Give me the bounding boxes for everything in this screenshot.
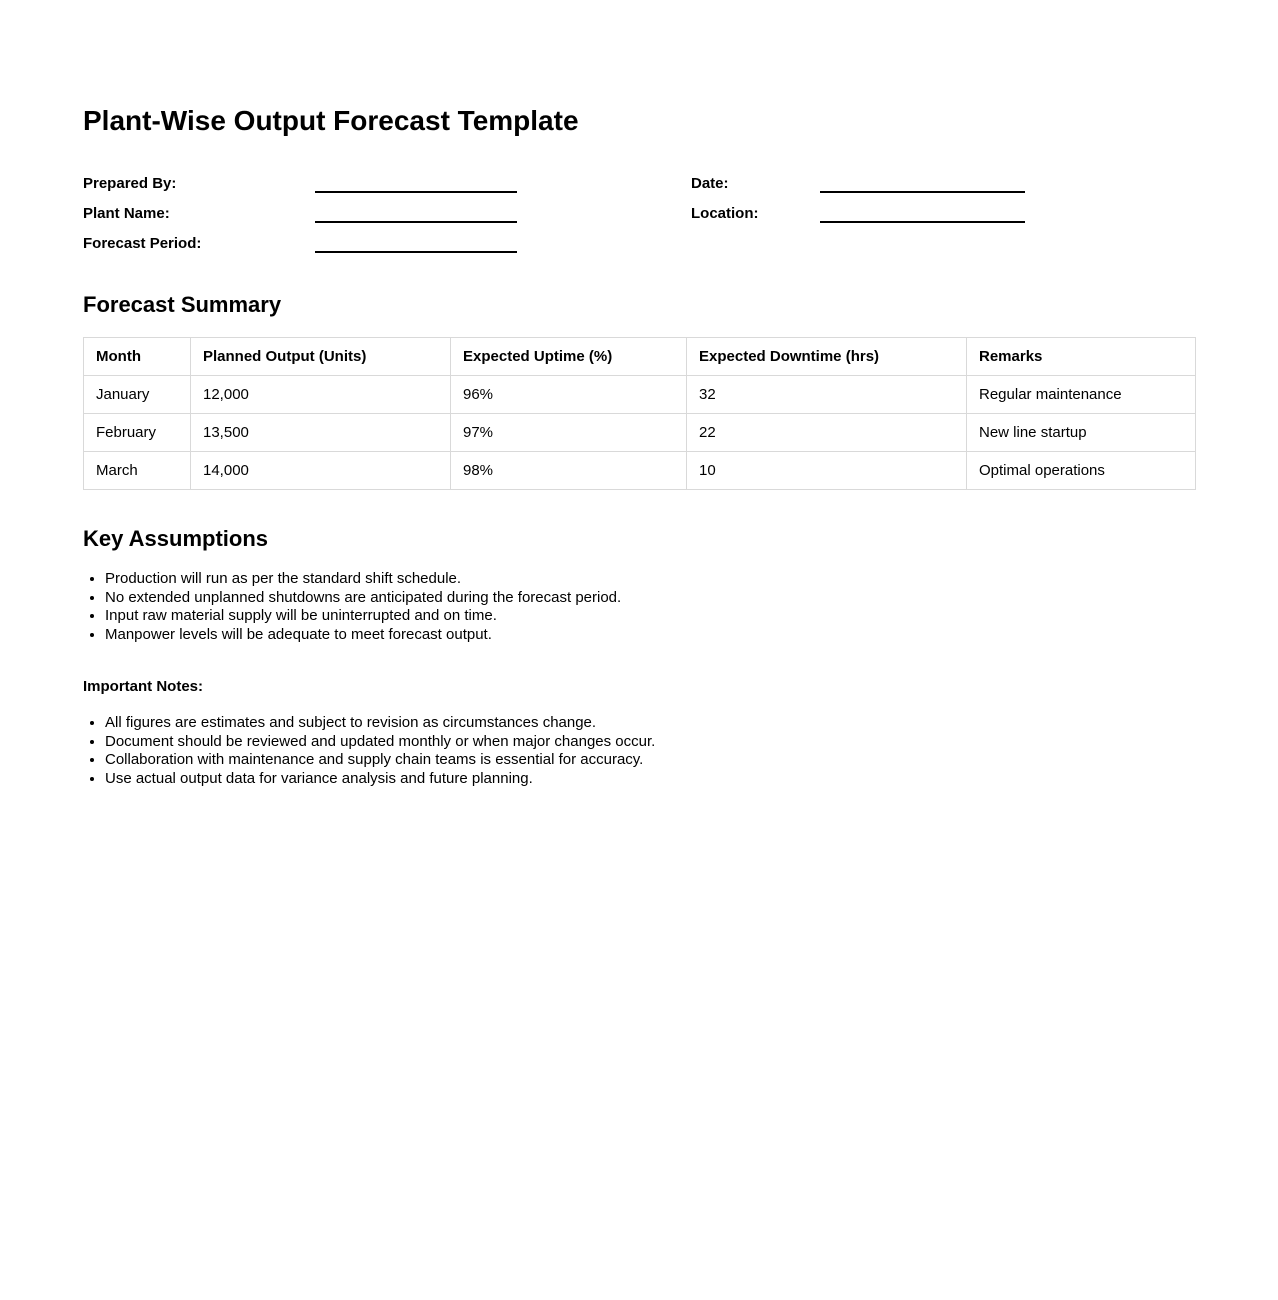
column-header-remarks: Remarks — [967, 338, 1196, 376]
key-assumptions-list — [83, 570, 1196, 644]
cell-planned-output: 13,500 — [191, 414, 451, 452]
list-item: • Manpower levels will be adequate to meet forecast output. — [105, 626, 1196, 645]
location-label: Location: — [691, 205, 759, 222]
cell-month: March — [84, 452, 191, 490]
cell-remarks: Regular maintenance — [967, 376, 1196, 414]
plant-name-blank[interactable] — [315, 201, 517, 223]
list-item: • Use actual output data for variance analysis and future planning. — [105, 770, 1196, 789]
cell-expected-downtime: 10 — [687, 452, 967, 490]
column-header-expected-uptime: Expected Uptime (%) — [451, 338, 687, 376]
cell-month: February — [84, 414, 191, 452]
date-label: Date: — [691, 175, 729, 192]
page-title: Plant-Wise Output Forecast Template — [83, 105, 579, 136]
table-header-row — [84, 338, 1196, 376]
field-plant-name — [83, 193, 691, 223]
field-forecast-period — [83, 223, 691, 253]
table-row — [84, 376, 1196, 414]
list-item: • Document should be reviewed and updated monthly or when major changes occur. — [105, 733, 1196, 752]
header-fields-left — [83, 163, 691, 253]
date-blank[interactable] — [820, 171, 1025, 193]
forecast-period-label: Forecast Period: — [83, 235, 202, 252]
forecast-summary-table — [83, 337, 1196, 490]
table-row — [84, 452, 1196, 490]
column-header-planned-output: Planned Output (Units) — [191, 338, 451, 376]
cell-expected-uptime: 96% — [451, 376, 687, 414]
field-date — [691, 163, 1196, 193]
cell-expected-uptime: 97% — [451, 414, 687, 452]
key-assumptions-heading: Key Assumptions — [83, 526, 269, 551]
forecast-summary-heading: Forecast Summary — [83, 292, 282, 317]
location-blank[interactable] — [820, 201, 1025, 223]
cell-month: January — [84, 376, 191, 414]
list-item: • No extended unplanned shutdowns are anticipated during the forecast period. — [105, 589, 1196, 608]
cell-planned-output: 14,000 — [191, 452, 451, 490]
plant-name-label: Plant Name: — [83, 205, 170, 222]
important-notes-heading: Important Notes: — [83, 678, 203, 695]
field-prepared-by — [83, 163, 691, 193]
table-row — [84, 414, 1196, 452]
header-fields-right — [691, 163, 1196, 253]
cell-expected-uptime: 98% — [451, 452, 687, 490]
field-location — [691, 193, 1196, 223]
list-item: • Production will run as per the standard shift schedule. — [105, 570, 1196, 589]
prepared-by-label: Prepared By: — [83, 175, 177, 192]
cell-planned-output: 12,000 — [191, 376, 451, 414]
column-header-month: Month — [84, 338, 191, 376]
cell-remarks: New line startup — [967, 414, 1196, 452]
forecast-period-blank[interactable] — [315, 231, 517, 253]
important-notes-list — [83, 714, 1196, 788]
header-fields — [83, 163, 1196, 253]
list-item: • Collaboration with maintenance and supply chain teams is essential for accuracy. — [105, 751, 1196, 770]
list-item: • Input raw material supply will be uninterrupted and on time. — [105, 607, 1196, 626]
cell-expected-downtime: 22 — [687, 414, 967, 452]
column-header-expected-downtime: Expected Downtime (hrs) — [687, 338, 967, 376]
cell-remarks: Optimal operations — [967, 452, 1196, 490]
prepared-by-blank[interactable] — [315, 171, 517, 193]
cell-expected-downtime: 32 — [687, 376, 967, 414]
list-item: • All figures are estimates and subject to revision as circumstances change. — [105, 714, 1196, 733]
